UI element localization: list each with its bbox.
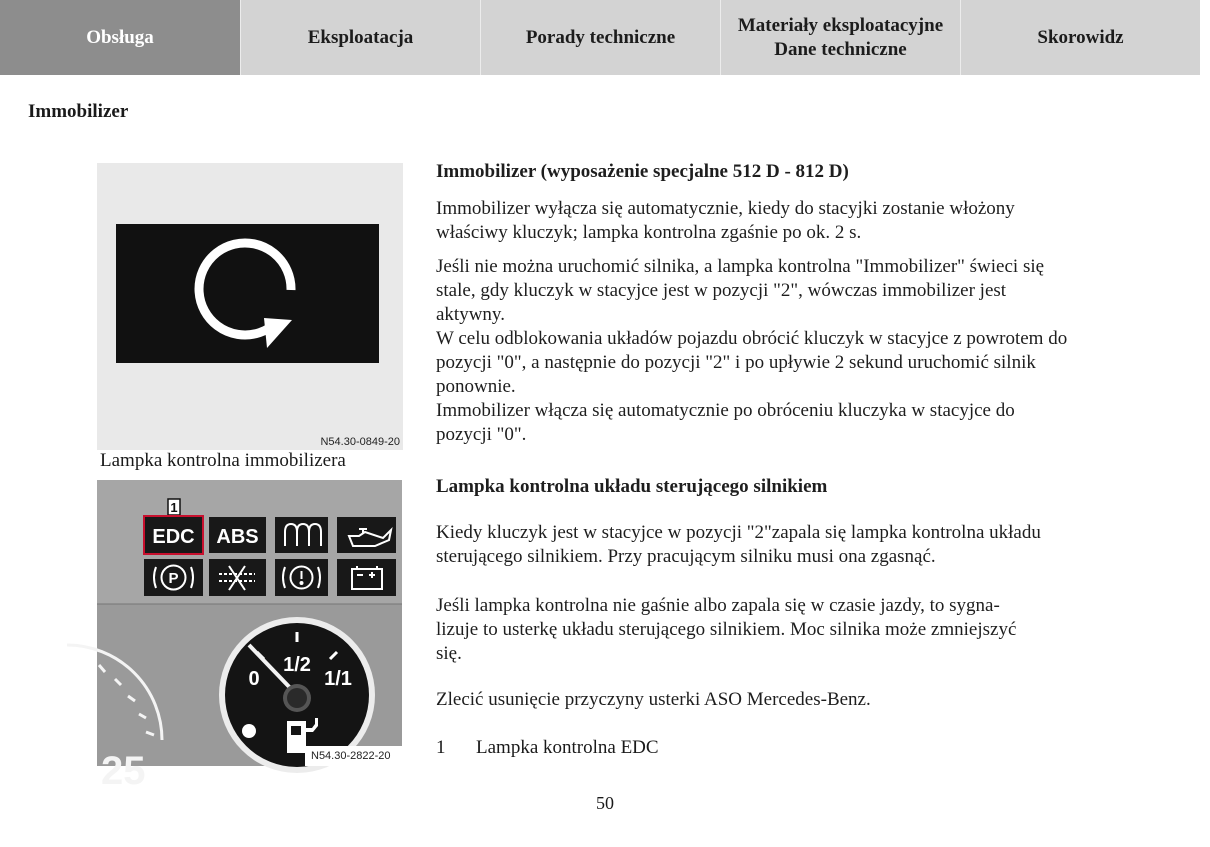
tab-materialy-dane-techniczne[interactable]: Materiały eksploatacyjne Dane techniczne: [720, 0, 960, 75]
paragraph-1: [436, 197, 1061, 245]
paragraph-text: Kiedy kluczyk jest w stacyjce w pozycji "2"zapala się lampka kontrolna układu sterującego silnikiem. Przy pracującym silniku musi ona zgasnąć.: [436, 522, 1041, 567]
speedometer-number: 25: [101, 749, 146, 793]
page-number: 50: [596, 793, 614, 813]
figure-code: N54.30-2822-20: [308, 749, 394, 762]
callout-number: 1: [170, 500, 178, 515]
tab-skorowidz[interactable]: Skorowidz: [960, 0, 1200, 75]
immobilizer-rotation-arrow-icon: [116, 224, 379, 363]
tab-obsluga[interactable]: Obsługa: [0, 0, 240, 75]
paragraph-text: Immobilizer włącza się automatycznie po obróceniu kluczyka w stacyjce do pozycji "0".: [436, 400, 1015, 445]
tab-porady-techniczne[interactable]: Porady techniczne: [480, 0, 720, 75]
legend-text: Lampka kontrolna EDC: [476, 737, 659, 758]
top-navigation: [0, 0, 1200, 75]
gauge-label-full: 1/1: [324, 668, 352, 690]
immobilizer-lamp-figure: [97, 163, 403, 450]
edc-lamp-label: EDC: [152, 526, 195, 548]
legend-number: 1: [436, 737, 446, 758]
figure-code: N54.30-0849-20: [320, 436, 400, 448]
heading-edc: [436, 475, 1076, 499]
abs-lamp-label: ABS: [216, 526, 259, 548]
instrument-cluster-figure: [97, 480, 402, 793]
paragraph-text: Jeśli lampka kontrolna nie gaśnie albo zapala się w czasie jazdy, to sygna-lizuje to usterkę układu sterującego silnikiem. Moc silnika może zmniejszyć się.: [436, 595, 1017, 664]
instrument-cluster-illustration: [97, 480, 402, 793]
heading-text: Immobilizer (wyposażenie specjalne 512 D - 812 D): [436, 161, 849, 182]
paragraph-6: [436, 594, 1036, 666]
heading-text: Lampka kontrolna układu sterującego silnikiem: [436, 476, 828, 497]
heading-immobilizer: [436, 160, 1076, 184]
figure-caption: Lampka kontrolna immobilizera: [100, 450, 346, 471]
paragraph-text: Immobilizer wyłącza się automatycznie, kiedy do stacyjki zostanie włożony właściwy kluczyk; lampka kontrolna zgaśnie po ok. 2 s.: [436, 198, 1015, 243]
paragraph-5: [436, 521, 1041, 569]
paragraph-7: [436, 688, 1076, 712]
section-title: Immobilizer: [28, 101, 129, 122]
lamp-panel: [116, 224, 379, 363]
svg-text:P: P: [168, 570, 179, 587]
paragraph-2: [436, 255, 1071, 447]
paragraph-text: W celu odblokowania układów pojazdu obrócić kluczyk w stacyjce z powrotem do pozycji "0", a następnie do pozycji "2" i po upływie 2 sekund uruchomić silnik ponownie.: [436, 328, 1068, 397]
gauge-label-half: 1/2: [283, 654, 311, 676]
paragraph-text: Zlecić usunięcie przyczyny usterki ASO Mercedes-Benz.: [436, 689, 871, 710]
figure-legend: [436, 736, 659, 760]
gauge-label-zero: 0: [248, 668, 260, 690]
tab-eksploatacja[interactable]: Eksploatacja: [240, 0, 480, 75]
paragraph-text: Jeśli nie można uruchomić silnika, a lampka kontrolna "Immobilizer" świeci się stale, gdy kluczyk w stacyjce jest w pozycji "2", wówczas immobilizer jest aktywny.: [436, 256, 1045, 325]
